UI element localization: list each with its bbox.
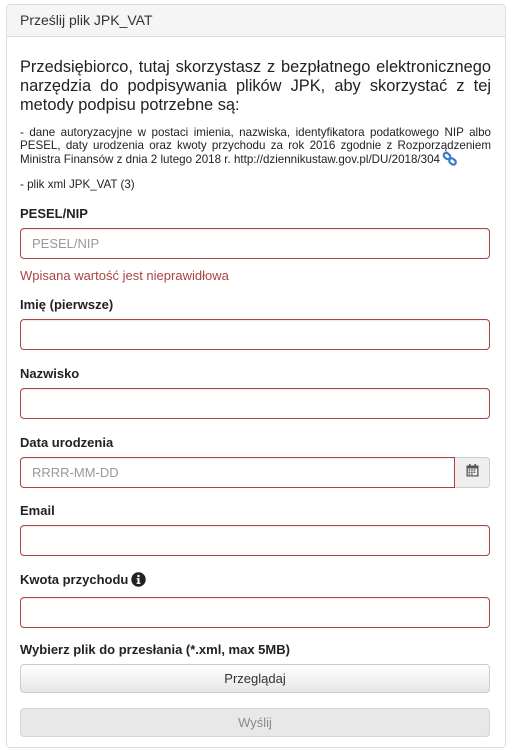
pesel-error-text: Wpisana wartość jest nieprawidłowa <box>20 268 229 283</box>
info-circle-icon[interactable] <box>131 572 146 590</box>
email-label: Email <box>20 503 55 518</box>
birth-date-group <box>20 435 491 488</box>
birth-date-input[interactable] <box>20 457 455 488</box>
email-group <box>20 503 491 556</box>
link-icon[interactable] <box>442 152 458 170</box>
intro-item-file: - plik xml JPK_VAT (3) <box>20 177 135 191</box>
pesel-input[interactable] <box>20 228 490 259</box>
pesel-group <box>20 206 491 283</box>
calendar-button[interactable] <box>455 457 490 488</box>
income-label: Kwota przychodu <box>20 572 129 587</box>
panel-title: Prześlij plik JPK_VAT <box>7 5 505 37</box>
last-name-group <box>20 366 491 419</box>
upload-panel <box>6 4 506 748</box>
first-name-input[interactable] <box>20 319 490 350</box>
intro-lead: Przedsiębiorco, tutaj skorzystasz z bezpłatnego elektronicznego narzędzia do podpisywania plików JPK, aby skorzystać z tej metody podpisu potrzebne są: <box>20 58 491 114</box>
last-name-input[interactable] <box>20 388 490 419</box>
last-name-label: Nazwisko <box>20 366 80 381</box>
income-group <box>20 572 491 628</box>
first-name-group <box>20 297 491 350</box>
file-group <box>20 642 491 693</box>
birth-date-label: Data urodzenia <box>20 435 114 450</box>
browse-button[interactable]: Przeglądaj <box>20 664 490 693</box>
calendar-icon <box>466 464 479 482</box>
intro-item-auth <box>20 127 491 170</box>
email-input[interactable] <box>20 525 490 556</box>
file-label: Wybierz plik do przesłania (*.xml, max 5MB) <box>20 642 290 657</box>
panel-body <box>7 37 505 737</box>
first-name-label: Imię (pierwsze) <box>20 297 114 312</box>
pesel-label: PESEL/NIP <box>20 206 88 221</box>
income-label-row <box>20 572 491 590</box>
birth-date-input-group <box>20 457 490 488</box>
submit-button[interactable]: Wyślij <box>20 708 490 737</box>
intro-item-auth-text: - dane autoryzacyjne w postaci imienia, nazwiska, identyfikatora podatkowego NIP albo PESEL, daty urodzenia oraz kwoty przychodu za rok 2016 zgodnie z Rozporządzeniem Ministra Finansów z dnia 2 lutego 2018 r. http://dziennikustaw.gov.pl/DU/2018/304 <box>20 126 491 166</box>
income-input[interactable] <box>20 597 490 628</box>
